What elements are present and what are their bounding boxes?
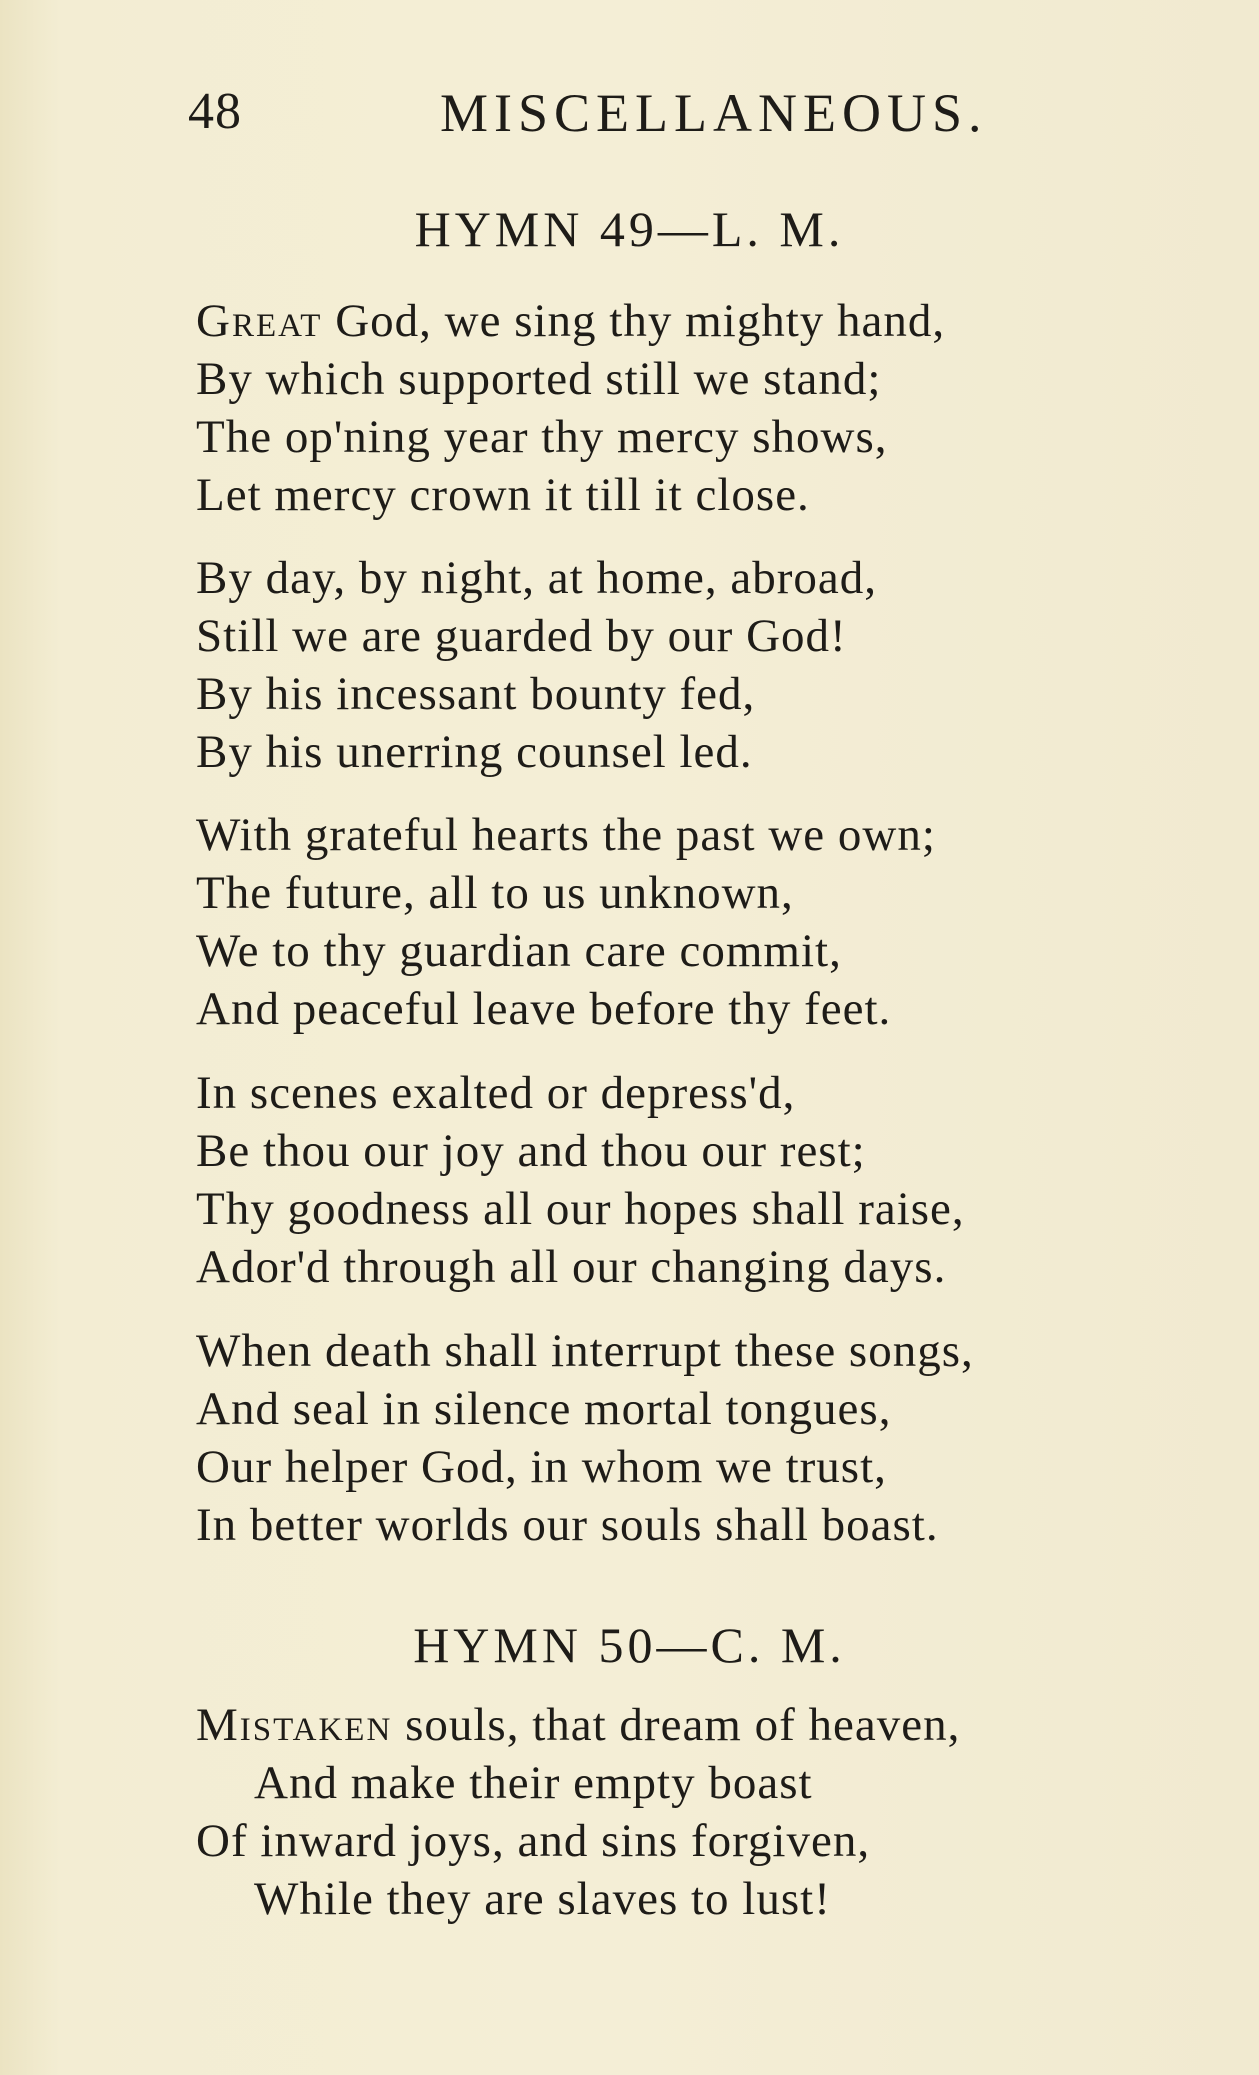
verse-line: And make their empty boast: [254, 1757, 813, 1809]
verse-line: With grateful hearts the past we own;: [196, 809, 936, 861]
verse-line: Be thou our joy and thou our rest;: [196, 1125, 866, 1177]
drop-word: Mistaken: [196, 1699, 393, 1751]
page-number: 48: [188, 83, 242, 140]
hymn-49-verse-5: [196, 1322, 1196, 1554]
hymn-49-verse-2: [196, 549, 1196, 781]
verse-line: The future, all to us unknown,: [196, 867, 794, 919]
verse-line: In scenes exalted or depress'd,: [196, 1067, 796, 1119]
verse-line: By day, by night, at home, abroad,: [196, 552, 877, 604]
verse-line: By his incessant bounty fed,: [196, 668, 756, 720]
page-header: [188, 82, 1018, 152]
verse-line: Our helper God, in whom we trust,: [196, 1441, 887, 1493]
verse-line: The op'ning year thy mercy shows,: [196, 411, 888, 463]
verse-line: Let mercy crown it till it close.: [196, 469, 810, 521]
drop-word: Great: [196, 295, 323, 347]
hymn-50-verse-1: [196, 1696, 1196, 1928]
verse-line: By which supported still we stand;: [196, 353, 882, 405]
verse-line: In better worlds our souls shall boast.: [196, 1499, 939, 1551]
hymn-49-verse-1: [196, 292, 1196, 524]
verse-line: When death shall interrupt these songs,: [196, 1325, 974, 1377]
verse-line: We to thy guardian care commit,: [196, 925, 842, 977]
verse-line: Of inward joys, and sins forgiven,: [196, 1815, 871, 1867]
verse-line: Still we are guarded by our God!: [196, 610, 847, 662]
verse-line: While they are slaves to lust!: [254, 1873, 831, 1925]
hymn-49-title: HYMN 49—L. M.: [414, 201, 845, 257]
verse-line: Thy goodness all our hopes shall raise,: [196, 1183, 965, 1235]
verse-line: Ador'd through all our changing days.: [196, 1241, 947, 1293]
verse-line: And seal in silence mortal tongues,: [196, 1383, 892, 1435]
running-title: MISCELLANEOUS.: [440, 83, 988, 143]
verse-line: Great God, we sing thy mighty hand,: [196, 295, 946, 347]
hymn-49-verse-3: [196, 806, 1196, 1038]
verse-line: Mistaken souls, that dream of heaven,: [196, 1699, 961, 1751]
verse-line: By his unerring counsel led.: [196, 726, 753, 778]
hymn-50-title: HYMN 50—C. M.: [413, 1617, 846, 1673]
verse-line: And peaceful leave before thy feet.: [196, 983, 892, 1035]
hymn-49-verse-4: [196, 1064, 1196, 1296]
